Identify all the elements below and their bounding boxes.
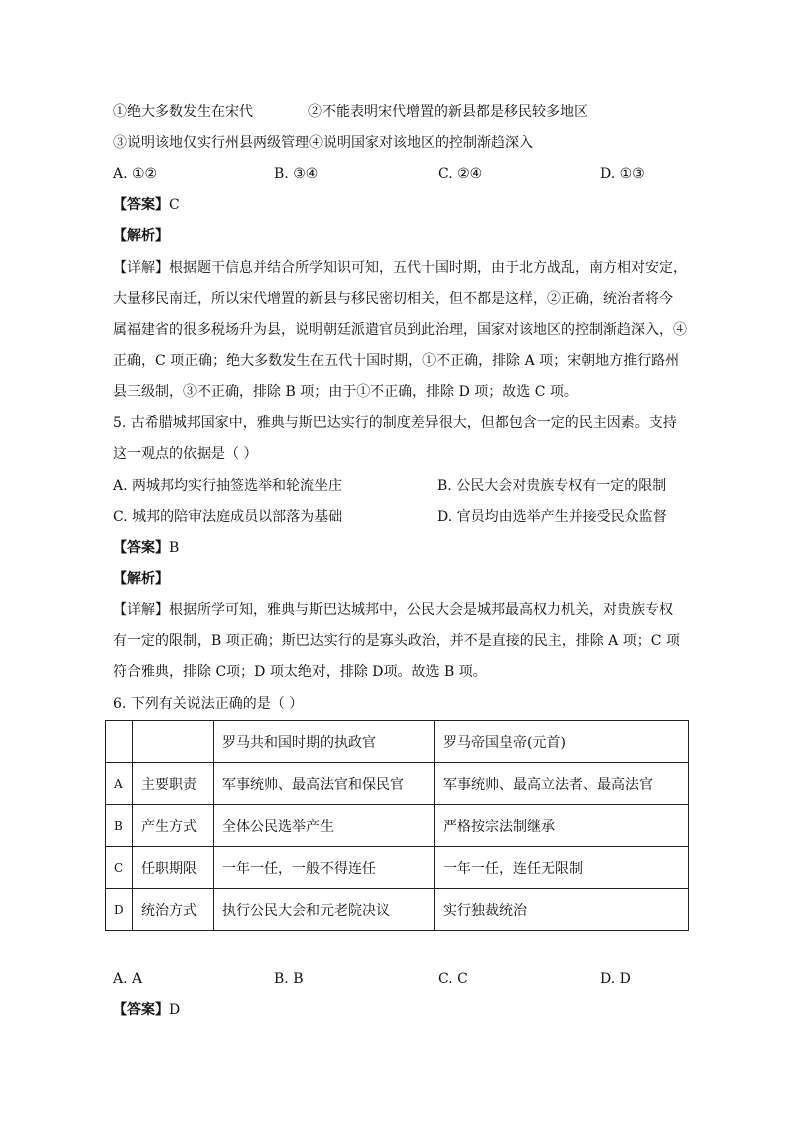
q4-analysis-label: 【解析】 (113, 228, 169, 244)
q4-option-b: B. ③④ (274, 166, 319, 182)
q6-option-b: B. B (274, 971, 304, 987)
q4-statement-2: ②不能表明宋代增置的新县都是移民较多地区 (308, 104, 588, 120)
table-cell: 统治方式 (133, 889, 214, 931)
q4-detail-line-1: 【详解】根据题干信息并结合所学知识可知，五代十国时期，由于北方战乱，南方相对安定， (113, 260, 687, 276)
table-cell: 任职期限 (133, 847, 214, 889)
q4-answer-value: C (169, 197, 180, 213)
q4-answer (113, 195, 180, 215)
table-row (106, 763, 689, 805)
q5-answer-label: 【答案】 (113, 540, 169, 556)
q5-detail-line-1: 【详解】根据所学可知，雅典与斯巴达城邦中，公民大会是城邦最高权力机关，对贵族专权 (113, 602, 673, 618)
q5-option-a: A. 两城邦均实行抽签选举和轮流坐庄 (113, 478, 343, 494)
table-cell: 实行独裁统治 (435, 889, 689, 931)
table-header-emperor: 罗马帝国皇帝(元首) (435, 721, 689, 763)
q4-detail-line-5: 县三级制，③不正确，排除 B 项；由于①不正确，排除 D 项；故选 C 项。 (113, 384, 578, 400)
q4-answer-label: 【答案】 (113, 197, 169, 213)
table-cell: 产生方式 (133, 805, 214, 847)
q5-stem-line-2: 这一观点的依据是（ ） (113, 446, 258, 462)
table-row (106, 889, 689, 931)
table-cell: 主要职责 (133, 763, 214, 805)
q5-stem-line-1: 5. 古希腊城邦国家中，雅典与斯巴达实行的制度差异很大，但都包含一定的民主因素。支持 (113, 415, 677, 431)
q5-option-c: C. 城邦的陪审法庭成员以部落为基础 (113, 509, 343, 525)
table-row (106, 847, 689, 889)
q6-option-c: C. C (438, 971, 468, 987)
q4-option-a: A. ①② (113, 166, 158, 182)
q6-option-a: A. A (113, 971, 143, 987)
q6-option-d: D. D (600, 971, 631, 987)
q4-option-d: D. ①③ (600, 166, 645, 182)
q5-detail-line-3: 符合雅典，排除 C项；D 项太绝对，排除 D项。故选 B 项。 (113, 664, 487, 680)
q4-option-c: C. ②④ (438, 166, 483, 182)
q6-answer-value: D (169, 1002, 181, 1018)
q5-option-b: B. 公民大会对贵族专权有一定的限制 (437, 478, 667, 494)
table-cell: 执行公民大会和元老院决议 (214, 889, 435, 931)
table-cell: 军事统帅、最高立法者、最高法官 (435, 763, 689, 805)
table-row-label: C (106, 847, 133, 889)
table-header-consul: 罗马共和国时期的执政官 (214, 721, 435, 763)
table-cell: 军事统帅、最高法官和保民官 (214, 763, 435, 805)
table-cell: 全体公民选举产生 (214, 805, 435, 847)
q4-statement-3-4: ③说明该地仅实行州县两级管理④说明国家对该地区的控制渐趋深入 (113, 135, 533, 151)
q5-answer (113, 538, 179, 558)
q6-answer-label: 【答案】 (113, 1002, 169, 1018)
q5-detail-line-2: 有一定的限制，B 项正确；斯巴达实行的是寡头政治，并不是直接的民主，排除 A 项；C 项 (113, 633, 680, 649)
q6-answer (113, 1000, 180, 1020)
q6-comparison-table (105, 720, 689, 931)
q4-detail-line-2: 大量移民南迁，所以宋代增置的新县与移民密切相关，但不都是这样，②正确，统治者将今 (113, 291, 673, 307)
q6-stem: 6. 下列有关说法正确的是（ ） (113, 696, 304, 712)
table-row-label: B (106, 805, 133, 847)
table-cell (106, 721, 133, 763)
table-row (106, 805, 689, 847)
q5-analysis-label: 【解析】 (113, 571, 169, 587)
table-cell: 一年一任，连任无限制 (435, 847, 689, 889)
table-cell: 一年一任，一般不得连任 (214, 847, 435, 889)
q5-option-d: D. 官员均由选举产生并接受民众监督 (437, 509, 667, 525)
q4-statement-1: ①绝大多数发生在宋代 (113, 104, 253, 120)
table-row-label: A (106, 763, 133, 805)
table-header-row (106, 721, 689, 763)
q5-answer-value: B (169, 540, 180, 556)
q4-detail-line-4: 正确，C 项正确；绝大多数发生在五代十国时期，①不正确，排除 A 项；宋朝地方推行路州 (113, 353, 680, 369)
q4-detail-line-3: 属福建省的很多税场升为县，说明朝廷派遣官员到此治理，国家对该地区的控制渐趋深入，④ (113, 322, 687, 338)
table-cell: 严格按宗法制继承 (435, 805, 689, 847)
table-cell (133, 721, 214, 763)
table-row-label: D (106, 889, 133, 931)
